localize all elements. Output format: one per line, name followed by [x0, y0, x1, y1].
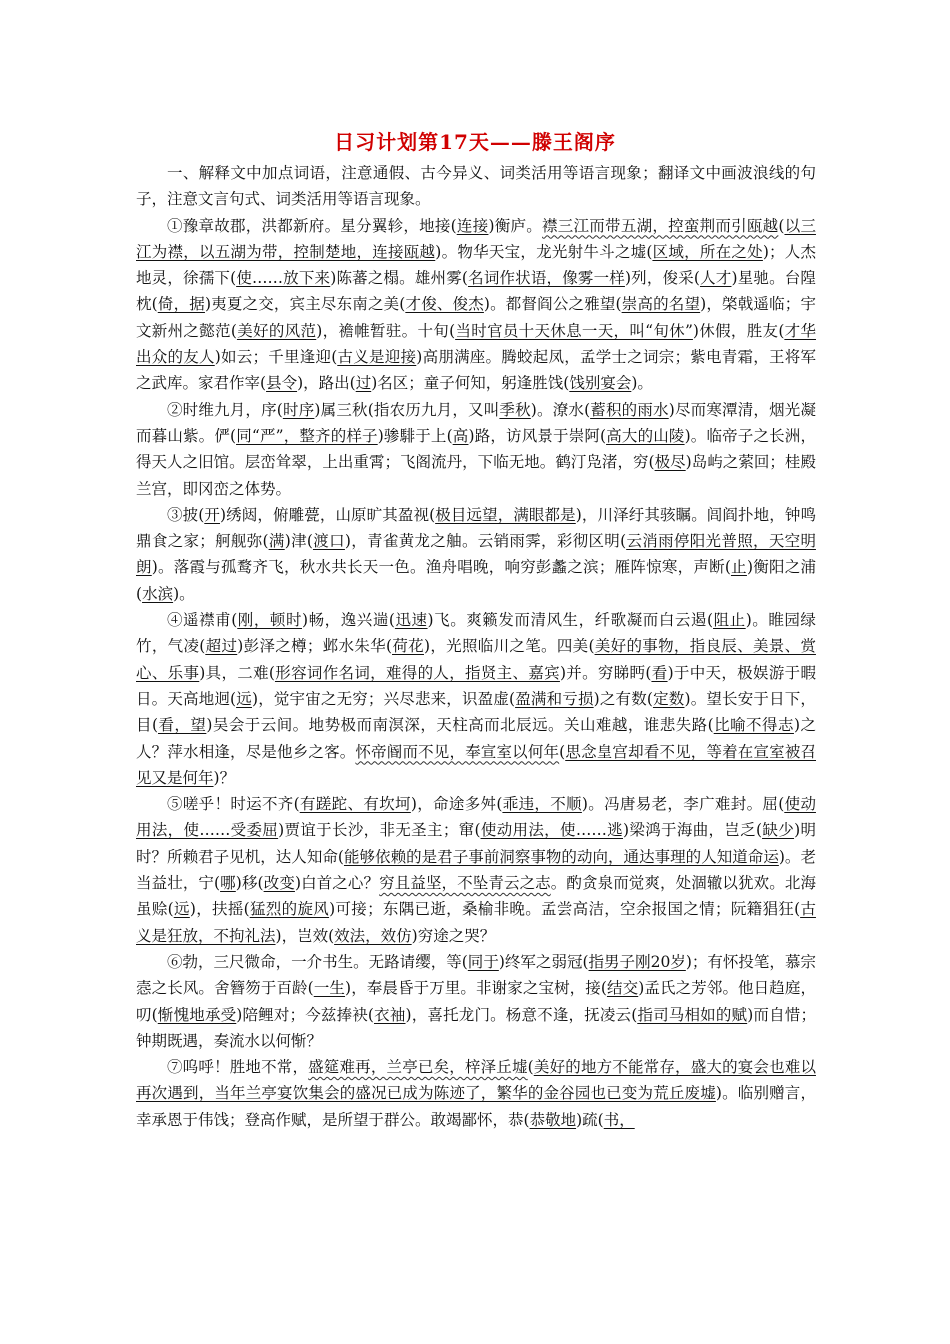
annotation-text: 连接 [456, 216, 489, 235]
original-text: )。临帝子之长洲，得天人之旧馆。层峦耸翠，上出重霄；飞阁流丹，下临无地。鹤汀凫渚，穷( [136, 426, 816, 472]
original-text: )，川泽纡其骇瞩。闾阎扑地，钟鸣鼎食之家；舸舰弥( [136, 505, 816, 551]
annotation-text: 指男子刚20岁 [588, 952, 686, 971]
original-text: )，奉晨昏于万里。非谢家之宝树，接( [345, 979, 607, 998]
original-text: )。临别赠言，幸承恩于伟饯；登高作赋，是所望于群公。敢竭鄙怀，恭( [136, 1084, 816, 1129]
annotation-text: 区域，所在之处 [652, 242, 763, 261]
original-text: )可接；东隅已逝，桑榆非晚。孟尝高洁，空余报国之情；阮籍猖狂( [329, 900, 801, 919]
original-text: )，命途多舛( [410, 795, 503, 814]
annotation-text: 荷花 [392, 637, 424, 656]
annotation-text: 才华出众的友人 [136, 321, 816, 367]
annotation-text: 人才 [699, 269, 732, 288]
original-text: )属三秋(指农历九月，又叫 [314, 400, 500, 419]
wavy-underlined-sentence: 襟三江而带五湖，控蛮荆而引瓯越 [542, 216, 779, 235]
annotation-text: 阻止 [713, 611, 746, 630]
annotation-text: 有蹉跎、有坎坷 [299, 795, 411, 814]
original-text: )终军之弱冠( [498, 952, 589, 971]
annotation-text: 高 [452, 426, 469, 445]
annotation-text: 能够依赖的是君子事前洞察事物的动向，通达事理的人知道命运 [343, 847, 779, 866]
original-text: )。物华天宝，龙光射牛斗之墟( [435, 242, 653, 261]
annotation-text: 比喻不得志 [713, 716, 794, 735]
original-text: )之人？萍水相逢，尽是他乡之客。 [136, 716, 816, 761]
annotation-text: 渡口 [312, 532, 345, 551]
annotation-text: 看 [651, 663, 668, 682]
annotation-text: 高大的山陵 [606, 426, 685, 445]
original-text: )之有数( [593, 689, 653, 708]
original-text: )，襜帷暂驻。十旬( [316, 321, 456, 340]
annotation-text: 云消雨停阳光普照，天空明朗 [136, 532, 816, 577]
original-text: ( [778, 216, 785, 235]
original-text: )移( [235, 874, 264, 893]
original-text: )并。穷睇眄( [559, 663, 652, 682]
original-text: )而自惜；钟期既遇，奏流水以何惭？ [136, 1005, 816, 1050]
original-text: )路，访风景于崇阿( [468, 426, 607, 445]
original-text: )贾谊于长沙，非无圣主；窜( [278, 821, 481, 840]
original-text: )孟氏之芳邻。他日趋庭，叨( [136, 979, 816, 1024]
original-text: )，扶摇( [189, 900, 250, 919]
original-text: )白首之心？ [294, 874, 380, 893]
original-text: )。望长安于日下，目( [136, 689, 816, 735]
instruction-paragraph: 一、解释文中加点词语，注意通假、古今异义、词类活用等语言现象；翻译文中画波浪线的句子，注意文言句式、词类活用等语言现象。 [136, 164, 816, 209]
annotation-text: 使动用法，使……受委屈 [136, 795, 816, 840]
original-text: )星驰。台隍枕( [136, 269, 816, 314]
original-text: 。酌贪泉而觉爽，处涸辙以犹欢。北海虽赊( [136, 874, 816, 919]
annotation-text: 惭愧地承受 [157, 1005, 237, 1024]
original-text: ( [527, 1058, 534, 1077]
original-text: )夷夏之交，宾主尽东南之美( [204, 295, 406, 314]
annotation-text: 美好的风范 [236, 321, 317, 340]
original-text: )穷途之哭？ [411, 926, 496, 945]
annotation-text: 结交 [606, 979, 639, 998]
original-text: )陪鲤对；今兹捧袂( [236, 1005, 374, 1024]
original-text: )。 [173, 584, 195, 603]
annotation-text: 乖违，不顺 [502, 795, 582, 814]
original-text: )陈蕃之榻。雄州雾( [330, 269, 468, 288]
annotation-text: 开 [204, 505, 221, 524]
original-text: ⑥勃，三尺微命，一介书生。无路请缨，等( [167, 952, 468, 971]
annotation-text: 同于 [467, 952, 499, 971]
text-paragraph [136, 1054, 816, 1133]
annotation-text: 极尽 [654, 453, 686, 472]
original-text: ⑦呜呼！胜地不常， [167, 1058, 309, 1077]
original-text: )衡阳之浦( [136, 558, 816, 603]
original-text: )梁鸿于海曲，岂乏( [623, 821, 763, 840]
annotation-text: 刚，顿时 [237, 611, 302, 630]
annotation-text: 美好的事物，指良辰、美景、赏心、乐事 [136, 637, 816, 682]
original-text: )津( [284, 532, 313, 551]
original-text: )如云；千里逢迎( [214, 348, 338, 367]
annotation-text: 过 [355, 374, 372, 393]
original-text: )。都督阎公之雅望( [483, 295, 622, 314]
annotation-text: 极目远望，满眼都是 [435, 505, 576, 524]
annotation-text: 才俊、俊杰 [405, 295, 484, 314]
original-text: )？ [213, 768, 236, 787]
annotation-text: 书， [603, 1110, 635, 1129]
original-text: )明时？所赖君子见机，达人知命( [136, 821, 816, 866]
annotation-text: 哪 [220, 874, 236, 893]
text-paragraph [136, 397, 816, 502]
text-paragraph [136, 949, 816, 1054]
original-text: )。冯唐易老，李广难封。屈( [581, 795, 785, 814]
original-text: )名区；童子何知，躬逢胜饯( [371, 374, 570, 393]
annotation-text: 指司马相如的赋 [637, 1005, 748, 1024]
original-text: ①豫章故郡，洪都新府。星分翼轸，地接( [167, 216, 457, 235]
annotation-text: 定数 [652, 689, 685, 708]
annotation-text: 远 [236, 689, 252, 708]
original-text: )。 [631, 374, 653, 393]
original-text: )。老当益壮，宁( [136, 847, 816, 893]
original-text: )；人杰地灵，徐孺下( [136, 242, 816, 288]
annotation-text: 倚，据 [157, 295, 205, 314]
wavy-underlined-sentence: 盛筵难再，兰亭已矣，梓泽丘墟 [308, 1058, 528, 1077]
annotation-text: 形容词作名词，难得的人，指贤主、嘉宾 [274, 663, 560, 682]
annotation-text: 县令 [266, 374, 298, 393]
original-text: )疏( [576, 1110, 604, 1129]
original-text: ( [559, 742, 566, 761]
original-text: )。落霞与孤鹜齐飞，秋水共长天一色。渔舟唱晚，响穷彭蠡之滨；雁阵惊寒，声断( [151, 558, 731, 577]
original-text: )休假，胜友( [692, 321, 785, 340]
annotation-text: 缺少 [762, 821, 795, 840]
original-text: ④遥襟甫( [167, 611, 238, 630]
original-text: )；有怀投笔，慕宗悫之长风。舍簪笏于百龄( [136, 952, 816, 998]
wavy-underlined-sentence: 怀帝阍而不见，奉宣室以何年 [355, 742, 560, 761]
annotation-text: 效法，效仿 [334, 926, 412, 945]
wavy-underlined-sentence: 穷且益坚，不坠青云之志 [379, 874, 551, 893]
annotation-text: 思念皇宫却看不见，等着在宣室被召见又是何年 [136, 742, 816, 787]
annotation-text: 满 [268, 532, 285, 551]
original-text: )彭泽之樽；邺水朱华( [237, 637, 393, 656]
original-text: )。潦水( [530, 400, 591, 419]
original-text: )于中天，极娱游于暇日。天高地迥( [136, 663, 816, 708]
annotation-text: 盈满和亏损 [515, 689, 594, 708]
original-text: )，青雀黄龙之舳。云销雨霁，彩彻区明( [344, 532, 627, 551]
annotation-text: 超过 [205, 637, 238, 656]
document-body [136, 160, 816, 1133]
original-text: )衡庐。 [488, 216, 543, 235]
original-text: )。睢园绿竹，气凌( [136, 611, 816, 656]
annotation-text: 使动用法，使……逃 [480, 821, 623, 840]
annotation-text: 以三江为襟，以五湖为带，控制楚地，连接瓯越 [136, 216, 816, 261]
original-text: )，棨戟遥临；宇文新州之懿范( [136, 295, 816, 340]
annotation-text: 名词作状语，像雾一样 [467, 269, 625, 288]
original-text: )列，俊采( [624, 269, 700, 288]
annotation-text: 饯别宴会 [569, 374, 632, 393]
original-text: )骖騑于上( [377, 426, 453, 445]
annotation-text: 衣袖 [373, 1005, 406, 1024]
annotation-text: 恭敬地 [529, 1110, 577, 1129]
annotation-text: 古义是迎接 [337, 348, 417, 367]
text-paragraph [136, 607, 816, 791]
annotation-text: 猛烈的旋风 [249, 900, 330, 919]
original-text: )畅，逸兴遄( [302, 611, 395, 630]
annotation-text: 崇高的名望 [621, 295, 701, 314]
annotation-text: 改变 [263, 874, 295, 893]
original-text: )绣闼，俯雕甍，山原旷其盈视( [220, 505, 436, 524]
original-text: )，光照临川之笔。四美( [423, 637, 595, 656]
annotation-text: 迅速 [394, 611, 428, 630]
annotation-text: 使……放下来 [236, 269, 331, 288]
original-text: ③披( [167, 505, 205, 524]
annotation-text: 美好的地方不能常存，盛大的宴会也难以再次遇到，当年兰亭宴饮集会的盛况已成为陈迹了，繁华的金谷园也已变为荒丘废墟 [136, 1058, 816, 1103]
annotation-text: 当时官员十天休息一天，叫“旬休” [455, 321, 693, 340]
annotation-text: 一生 [313, 979, 346, 998]
annotation-text: 蓄积的雨水 [590, 400, 669, 419]
original-text: )，路出( [297, 374, 356, 393]
original-text: )，岂效( [275, 926, 335, 945]
original-text: )岛屿之萦回；桂殿兰宫，即冈峦之体势。 [136, 453, 816, 498]
text-paragraph [136, 502, 816, 607]
original-text: )尽而寒潭清，烟光凝而暮山紫。俨( [136, 400, 816, 445]
annotation-text: 古义是狂放，不拘礼法 [136, 900, 816, 945]
original-text: )，喜托龙门。杨意不逢，抚凌云( [405, 1005, 638, 1024]
original-text: )，觉宇宙之无穷；兴尽悲来，识盈虚( [251, 689, 516, 708]
annotation-text: 时序 [282, 400, 315, 419]
original-text: ⑤嗟乎！时运不齐( [167, 795, 300, 814]
annotation-text: 季秋 [499, 400, 531, 419]
text-paragraph [136, 791, 816, 949]
annotation-text: 同“严”，整齐的样子 [236, 426, 378, 445]
original-text: )具，二难( [199, 663, 275, 682]
original-text: )吴会于云间。地势极而南溟深，天柱高而北辰远。关山难越，谁悲失路( [206, 716, 714, 735]
page-title: 日习计划第17天——滕王阁序 [334, 130, 616, 154]
annotation-text: 止 [730, 558, 747, 577]
text-paragraph [136, 213, 816, 397]
annotation-text: 远 [173, 900, 190, 919]
original-text: )高朋满座。腾蛟起凤，孟学士之词宗；紫电青霜，王将军之武库。家君作宰( [136, 348, 816, 393]
annotation-text: 水滨 [142, 584, 174, 603]
original-text: ②时维九月，序( [167, 400, 283, 419]
annotation-text: 看，望 [158, 716, 207, 735]
original-text: )飞。爽籁发而清风生，纤歌凝而白云遏( [427, 611, 714, 630]
